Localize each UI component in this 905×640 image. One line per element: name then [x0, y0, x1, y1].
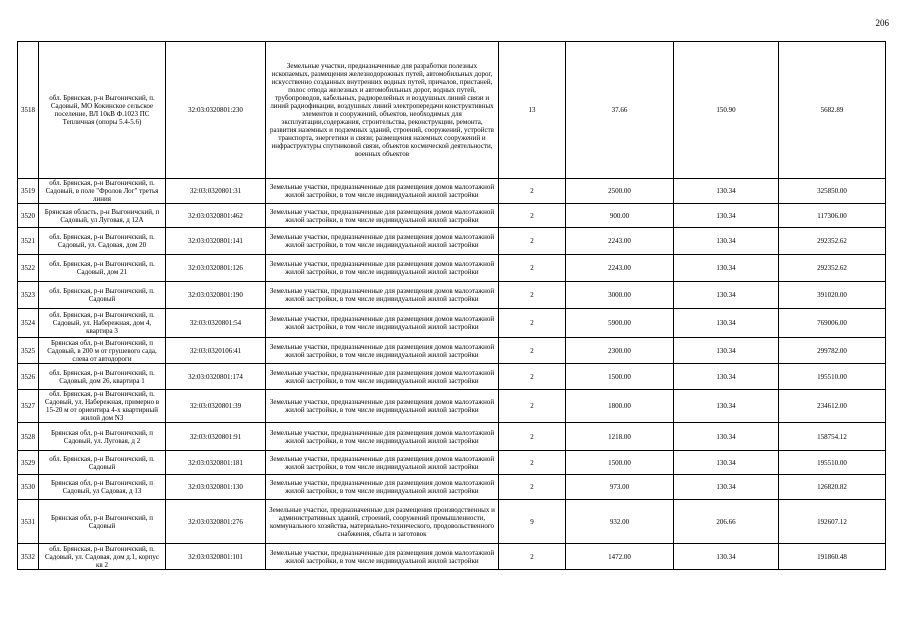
specific-value-rate: 130.34	[674, 364, 779, 390]
row-number: 3521	[18, 228, 39, 255]
cadastral-number: 32:03:0320801:276	[166, 500, 266, 544]
area-value: 1472.00	[566, 544, 674, 570]
table-row	[18, 475, 886, 500]
land-use-description: Земельные участки, предназначенные для размещения домов малоэтажной жилой застройки, в том числе индивидуальной жилой застройки	[266, 475, 499, 500]
page-number: 206	[875, 18, 889, 28]
cadastral-number: 32:03:0320801:101	[166, 544, 266, 570]
address-cell: обл. Брянская, р-н Выгоничский, п. Садовый, дом 26, квартира 1	[39, 364, 166, 390]
cadastral-number: 32:03:0320801:462	[166, 204, 266, 228]
table-row	[18, 544, 886, 570]
address-cell: Брянская область, р-н Выгоничский, п Садовый, ул Луговая, д 12А	[39, 204, 166, 228]
table-row	[18, 390, 886, 423]
cadastral-value: 158754.12	[779, 423, 886, 451]
cadastral-number: 32:03:0320801:190	[166, 282, 266, 309]
address-cell: обл. Брянская, р-н Выгоничский, п. Садовый, ул. Садовая, дом д.1, корпус кв 2	[39, 544, 166, 570]
cadastral-number: 32:03:0320801:174	[166, 364, 266, 390]
table-row	[18, 500, 886, 544]
land-use-description: Земельные участки, предназначенные для размещения домов малоэтажной жилой застройки, в том числе индивидуальной жилой застройки	[266, 179, 499, 204]
specific-value-rate: 130.34	[674, 338, 779, 364]
land-use-description: Земельные участки, предназначенные для размещения домов малоэтажной жилой застройки, в том числе индивидуальной жилой застройки	[266, 255, 499, 282]
cadastral-number: 32:03:0320106:41	[166, 338, 266, 364]
area-value: 2300.00	[566, 338, 674, 364]
cadastral-number: 32:03:0320801:126	[166, 255, 266, 282]
land-use-description: Земельные участки, предназначенные для размещения домов малоэтажной жилой застройки, в том числе индивидуальной жилой застройки	[266, 204, 499, 228]
address-cell: обл. Брянская, р-н Выгоничский, п. Садовый	[39, 451, 166, 475]
table-row	[18, 423, 886, 451]
table-row	[18, 338, 886, 364]
address-cell: обл. Брянская, р-н Выгоничский, п. Садовый, ул. Набережная, примерно в 15-20 м от ориентира 4-х квартирный жилой дом N3	[39, 390, 166, 423]
cadastral-value: 299782.00	[779, 338, 886, 364]
cadastral-value: 5682.89	[779, 42, 886, 179]
use-group-code: 2	[499, 451, 566, 475]
cadastral-value: 391020.00	[779, 282, 886, 309]
row-number: 3529	[18, 451, 39, 475]
address-cell: Брянская обл, р-н Выгоничский, п Садовый, ул Садовая, д 13	[39, 475, 166, 500]
use-group-code: 2	[499, 390, 566, 423]
area-value: 37.66	[566, 42, 674, 179]
area-value: 1500.00	[566, 451, 674, 475]
cadastral-value: 195510.00	[779, 451, 886, 475]
area-value: 973.00	[566, 475, 674, 500]
cadastral-value: 117306.00	[779, 204, 886, 228]
use-group-code: 2	[499, 475, 566, 500]
land-registry-table	[17, 41, 886, 570]
land-use-description: Земельные участки, предназначенные для размещения домов малоэтажной жилой застройки, в том числе индивидуальной жилой застройки	[266, 309, 499, 338]
use-group-code: 2	[499, 364, 566, 390]
address-cell: Брянская обл, р-н Выгоничский, п Садовый, в 200 м от грушевого сада, слева от автодороги	[39, 338, 166, 364]
area-value: 2500.00	[566, 179, 674, 204]
address-cell: обл. Брянская, р-н Выгоничский, п. Садовый, дом 21	[39, 255, 166, 282]
table-row	[18, 228, 886, 255]
use-group-code: 2	[499, 423, 566, 451]
use-group-code: 2	[499, 544, 566, 570]
row-number: 3522	[18, 255, 39, 282]
row-number: 3526	[18, 364, 39, 390]
use-group-code: 13	[499, 42, 566, 179]
specific-value-rate: 130.34	[674, 451, 779, 475]
row-number: 3527	[18, 390, 39, 423]
use-group-code: 2	[499, 255, 566, 282]
specific-value-rate: 130.34	[674, 544, 779, 570]
address-cell: обл. Брянская, р-н Выгоничский, п. Садовый, МО Кокинское сельское поселение, ВЛ 10кВ Ф.1023 ПС Тепличная (опоры 5.4-5.6)	[39, 42, 166, 179]
table-row	[18, 309, 886, 338]
address-cell: обл. Брянская, р-н Выгоничский, п. Садовый, ул. Садовая, дом 20	[39, 228, 166, 255]
address-cell: обл. Брянская, р-н Выгоничский, п. Садовый	[39, 282, 166, 309]
area-value: 900.00	[566, 204, 674, 228]
row-number: 3525	[18, 338, 39, 364]
cadastral-number: 32:03:0320801:31	[166, 179, 266, 204]
table-row	[18, 179, 886, 204]
use-group-code: 2	[499, 204, 566, 228]
cadastral-value: 769006.00	[779, 309, 886, 338]
table-row	[18, 204, 886, 228]
row-number: 3528	[18, 423, 39, 451]
specific-value-rate: 130.34	[674, 423, 779, 451]
land-use-description: Земельные участки, предназначенные для размещения домов малоэтажной жилой застройки, в том числе индивидуальной жилой застройки	[266, 338, 499, 364]
specific-value-rate: 130.34	[674, 309, 779, 338]
cadastral-number: 32:03:0320801:141	[166, 228, 266, 255]
specific-value-rate: 130.34	[674, 282, 779, 309]
area-value: 1500.00	[566, 364, 674, 390]
cadastral-value: 325850.00	[779, 179, 886, 204]
address-cell: Брянская обл, р-н Выгоничский, п Садовый, ул. Луговая, д 2	[39, 423, 166, 451]
address-cell: обл. Брянская, р-н Выгоничский, п. Садовый, ул. Набережная, дом 4, квартира 3	[39, 309, 166, 338]
cadastral-number: 32:03:0320801:230	[166, 42, 266, 179]
area-value: 5900.00	[566, 309, 674, 338]
specific-value-rate: 130.34	[674, 204, 779, 228]
specific-value-rate: 150.90	[674, 42, 779, 179]
land-use-description: Земельные участки, предназначенные для размещения домов малоэтажной жилой застройки, в том числе индивидуальной жилой застройки	[266, 228, 499, 255]
area-value: 2243.00	[566, 228, 674, 255]
specific-value-rate: 130.34	[674, 228, 779, 255]
cadastral-number: 32:03:0320801:181	[166, 451, 266, 475]
cadastral-value: 292352.62	[779, 228, 886, 255]
row-number: 3523	[18, 282, 39, 309]
table-row	[18, 255, 886, 282]
row-number: 3519	[18, 179, 39, 204]
area-value: 2243.00	[566, 255, 674, 282]
specific-value-rate: 130.34	[674, 255, 779, 282]
land-use-description: Земельные участки, предназначенные для размещения домов малоэтажной жилой застройки, в том числе индивидуальной жилой застройки	[266, 364, 499, 390]
cadastral-number: 32:03:0320801:39	[166, 390, 266, 423]
table-row	[18, 364, 886, 390]
row-number: 3530	[18, 475, 39, 500]
cadastral-number: 32:03:0320801:54	[166, 309, 266, 338]
cadastral-value: 195510.00	[779, 364, 886, 390]
cadastral-value: 292352.62	[779, 255, 886, 282]
use-group-code: 2	[499, 282, 566, 309]
use-group-code: 2	[499, 228, 566, 255]
address-cell: Брянская обл, р-н Выгоничский, п Садовый	[39, 500, 166, 544]
address-cell: обл. Брянская, р-н Выгоничский, п. Садовый, в поле "Фролов Лог" третья линия	[39, 179, 166, 204]
cadastral-value: 234612.00	[779, 390, 886, 423]
area-value: 1218.00	[566, 423, 674, 451]
land-use-description: Земельные участки, предназначенные для размещения домов малоэтажной жилой застройки, в том числе индивидуальной жилой застройки	[266, 423, 499, 451]
specific-value-rate: 130.34	[674, 475, 779, 500]
land-use-description: Земельные участки, предназначенные для размещения домов малоэтажной жилой застройки, в том числе индивидуальной жилой застройки	[266, 282, 499, 309]
cadastral-value: 191860.48	[779, 544, 886, 570]
area-value: 3000.00	[566, 282, 674, 309]
land-use-description: Земельные участки, предназначенные для разработки полезных ископаемых, размещения железнодорожных путей, автомобильных дорог, искусственно созданных внутренних водных путей, причалов, пристаней, полос отвода железных и автомобильных дорог, водных путей, трубопроводов, кабельных, радиорелейных и воздушных линий связи и линий радиофикации, воздушных линий электропередачи конструктивных элементов и сооружений, объектов, необходимых для эксплуатации,содержания, строительства, реконструкции, ремонта, развития наземных и подземных зданий, строений, сооружений, устройств транспорта, энергетики и связи; размещения наземных сооружений и инфраструктуры спутниковой связи, объектов космической деятельности, военных объектов	[266, 42, 499, 179]
land-use-description: Земельные участки, предназначенные для размещения производственных и административных зданий, строений, сооружений промышленности, коммунального хозяйства, материально-технического, продовольственного снабжения, сбыта и заготовок	[266, 500, 499, 544]
use-group-code: 2	[499, 309, 566, 338]
land-use-description: Земельные участки, предназначенные для размещения домов малоэтажной жилой застройки, в том числе индивидуальной жилой застройки	[266, 451, 499, 475]
cadastral-value: 126820.82	[779, 475, 886, 500]
row-number: 3531	[18, 500, 39, 544]
cadastral-number: 32:03:0320801:130	[166, 475, 266, 500]
row-number: 3518	[18, 42, 39, 179]
row-number: 3524	[18, 309, 39, 338]
use-group-code: 2	[499, 338, 566, 364]
land-use-description: Земельные участки, предназначенные для размещения домов малоэтажной жилой застройки, в том числе индивидуальной жилой застройки	[266, 390, 499, 423]
use-group-code: 2	[499, 179, 566, 204]
specific-value-rate: 206.66	[674, 500, 779, 544]
area-value: 1800.00	[566, 390, 674, 423]
specific-value-rate: 130.34	[674, 179, 779, 204]
cadastral-value: 192607.12	[779, 500, 886, 544]
cadastral-number: 32:03:0320801:91	[166, 423, 266, 451]
use-group-code: 9	[499, 500, 566, 544]
area-value: 932.00	[566, 500, 674, 544]
land-use-description: Земельные участки, предназначенные для размещения домов малоэтажной жилой застройки, в том числе индивидуальной жилой застройки	[266, 544, 499, 570]
table-row	[18, 42, 886, 179]
table-row	[18, 451, 886, 475]
specific-value-rate: 130.34	[674, 390, 779, 423]
table-row	[18, 282, 886, 309]
row-number: 3520	[18, 204, 39, 228]
row-number: 3532	[18, 544, 39, 570]
